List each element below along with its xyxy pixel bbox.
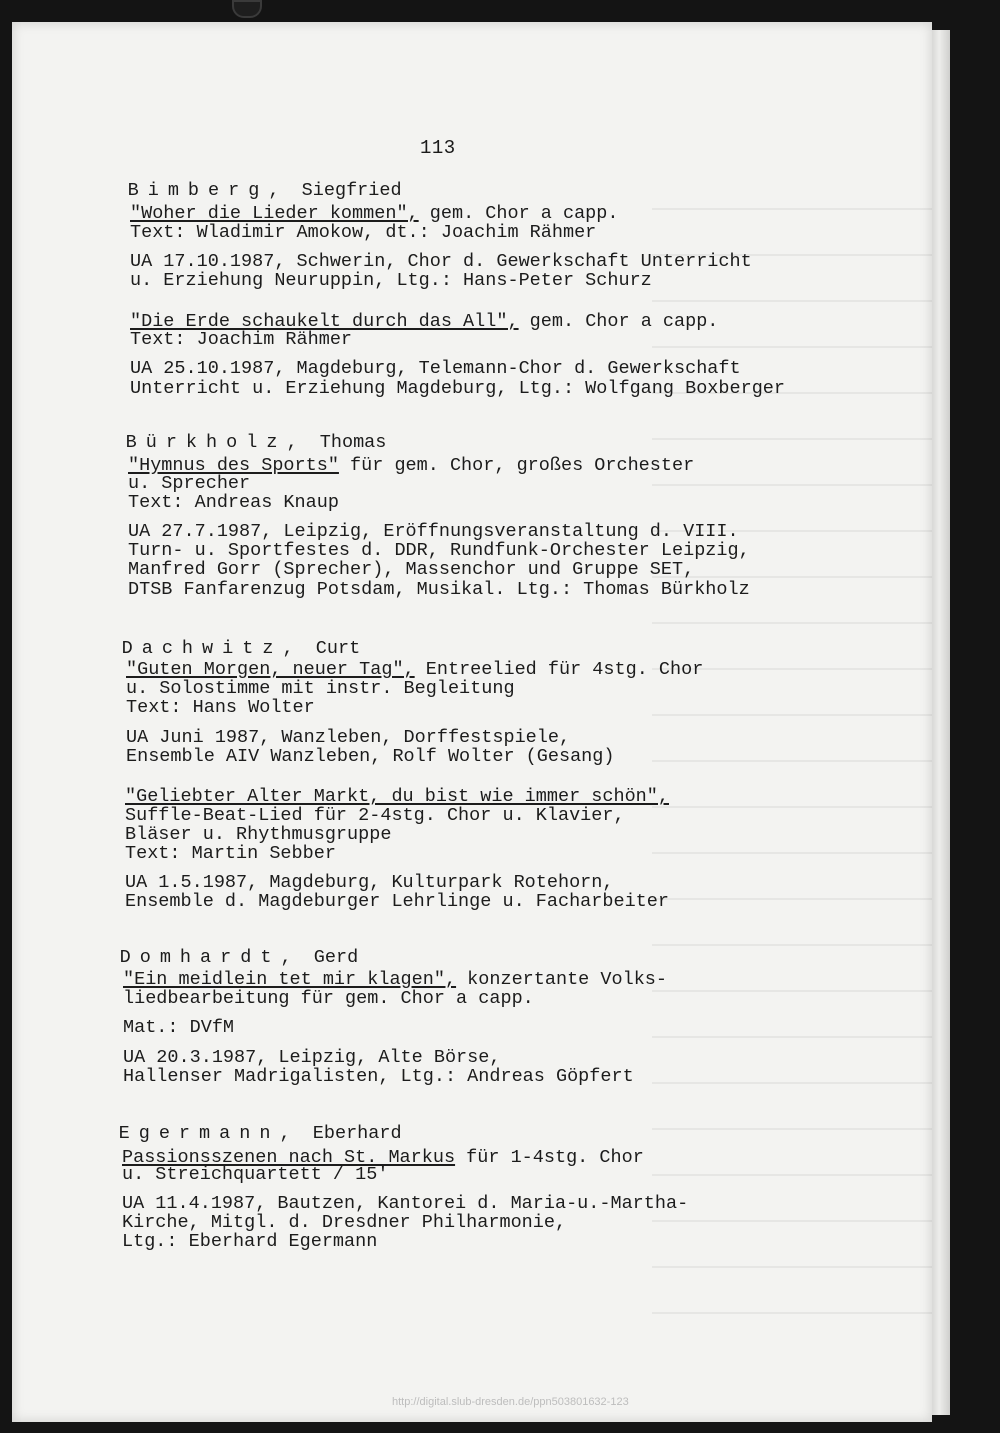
page-number: 113 [420, 137, 456, 159]
composer-given-name: Siegfried [301, 180, 402, 201]
performance-line: UA 17.10.1987, Schwerin, Chor d. Gewerkschaft Unterricht [130, 251, 752, 272]
composer-surname: Dachwitz [121, 638, 283, 659]
composer-heading: Bimberg, Siegfried [127, 180, 402, 201]
binder-clip [232, 0, 262, 18]
performance-line: Manfred Gorr (Sprecher), Massenchor und Gruppe SET, [128, 559, 695, 580]
performance-line: Hallenser Madrigalisten, Ltg.: Andreas Göpfert [123, 1066, 634, 1087]
performance-line: UA 11.4.1987, Bautzen, Kantorei d. Maria-u.-Martha- [122, 1193, 689, 1214]
performance-line: UA 25.10.1987, Magdeburg, Telemann-Chor d. Gewerkschaft [130, 358, 741, 379]
composer-surname: Domhardt [119, 947, 281, 968]
work-title-line: "Guten Morgen, neuer Tag", Entreelied für 4stg. Chor [126, 659, 704, 680]
work-title: Passionsszenen nach St. Markus [122, 1147, 456, 1168]
work-title: "Woher die Lieder kommen", [130, 203, 419, 224]
performance-line: UA 27.7.1987, Leipzig, Eröffnungsveranstaltung d. VIII. [128, 521, 739, 542]
work-title-line [125, 787, 669, 806]
work-detail: Text: Andreas Knaup [128, 492, 339, 513]
document-page [12, 22, 932, 1422]
show-through-text [652, 182, 932, 1332]
work-detail: u. Streichquartett / 15' [122, 1164, 389, 1185]
work-title: "Hymnus des Sports" [128, 455, 339, 476]
work-title-line: "Die Erde schaukelt durch das All", gem. Chor a capp. [130, 311, 719, 332]
work-title-line: "Woher die Lieder kommen", gem. Chor a capp. [130, 203, 619, 224]
work-detail: Text: Martin Sebber [125, 843, 336, 864]
performance-line: UA Juni 1987, Wanzleben, Dorffestspiele, [126, 727, 571, 748]
performance-line: Unterricht u. Erziehung Magdeburg, Ltg.: Wolfgang Boxberger [130, 378, 786, 399]
performance-line: u. Erziehung Neuruppin, Ltg.: Hans-Peter Schurz [130, 270, 652, 291]
material-note: Mat.: DVfM [123, 1017, 235, 1038]
performance-line: Ensemble d. Magdeburger Lehrlinge u. Facharbeiter [125, 891, 669, 912]
performance-line: UA 20.3.1987, Leipzig, Alte Börse, [123, 1047, 501, 1068]
page-edge-shadow [932, 30, 950, 1415]
performance-line: Ltg.: Eberhard Egermann [122, 1231, 378, 1252]
work-detail: u. Sprecher [128, 473, 251, 494]
work-detail: Text: Joachim Rähmer [130, 329, 353, 350]
work-title: "Guten Morgen, neuer Tag", [126, 659, 415, 680]
composer-given-name: Thomas [319, 432, 387, 453]
performance-line: UA 1.5.1987, Magdeburg, Kulturpark Rotehorn, [125, 872, 614, 893]
composer-heading: Domhardt, Gerd [119, 947, 359, 968]
performance-line: Kirche, Mitgl. d. Dresdner Philharmonie, [122, 1212, 567, 1233]
work-title-line: "Hymnus des Sports" für gem. Chor, großes Orchester [128, 455, 695, 476]
work-title: "Ein meidlein tet mir klagen", [123, 969, 457, 990]
work-title-line: Passionsszenen nach St. Markus für 1-4stg. Chor [122, 1147, 644, 1168]
work-detail: Bläser u. Rhythmusgruppe [125, 824, 392, 845]
composer-surname: Egermann [118, 1123, 280, 1144]
composer-given-name: Curt [315, 638, 361, 659]
work-title-line: "Ein meidlein tet mir klagen", konzertante Volks- [123, 969, 667, 990]
work-detail: Suffle-Beat-Lied für 2-4stg. Chor u. Klavier, [125, 805, 625, 826]
work-title: "Geliebter Alter Markt, du bist wie immer schön", [125, 786, 669, 807]
composer-given-name: Gerd [313, 947, 359, 968]
composer-heading: Bürkholz, Thomas [125, 432, 387, 453]
work-detail: liedbearbeitung für gem. Chor a capp. [123, 988, 534, 1009]
performance-line: Turn- u. Sportfestes d. DDR, Rundfunk-Orchester Leipzig, [128, 540, 750, 561]
composer-heading: Egermann, Eberhard [118, 1123, 402, 1144]
work-detail: Text: Hans Wolter [126, 697, 315, 718]
work-detail: Text: Wladimir Amokow, dt.: Joachim Rähmer [130, 222, 597, 243]
composer-surname: Bimberg [127, 180, 269, 201]
performance-line: DTSB Fanfarenzug Potsdam, Musikal. Ltg.: Thomas Bürkholz [128, 579, 750, 600]
work-title: "Die Erde schaukelt durch das All", [130, 311, 519, 332]
composer-heading: Dachwitz, Curt [121, 638, 361, 659]
source-url: http://digital.slub-dresden.de/ppn503801632-123 [392, 1396, 629, 1408]
composer-given-name: Eberhard [312, 1123, 402, 1144]
composer-surname: Bürkholz [125, 432, 287, 453]
work-detail: u. Solostimme mit instr. Begleitung [126, 678, 515, 699]
performance-line: Ensemble AIV Wanzleben, Rolf Wolter (Gesang) [126, 746, 615, 767]
